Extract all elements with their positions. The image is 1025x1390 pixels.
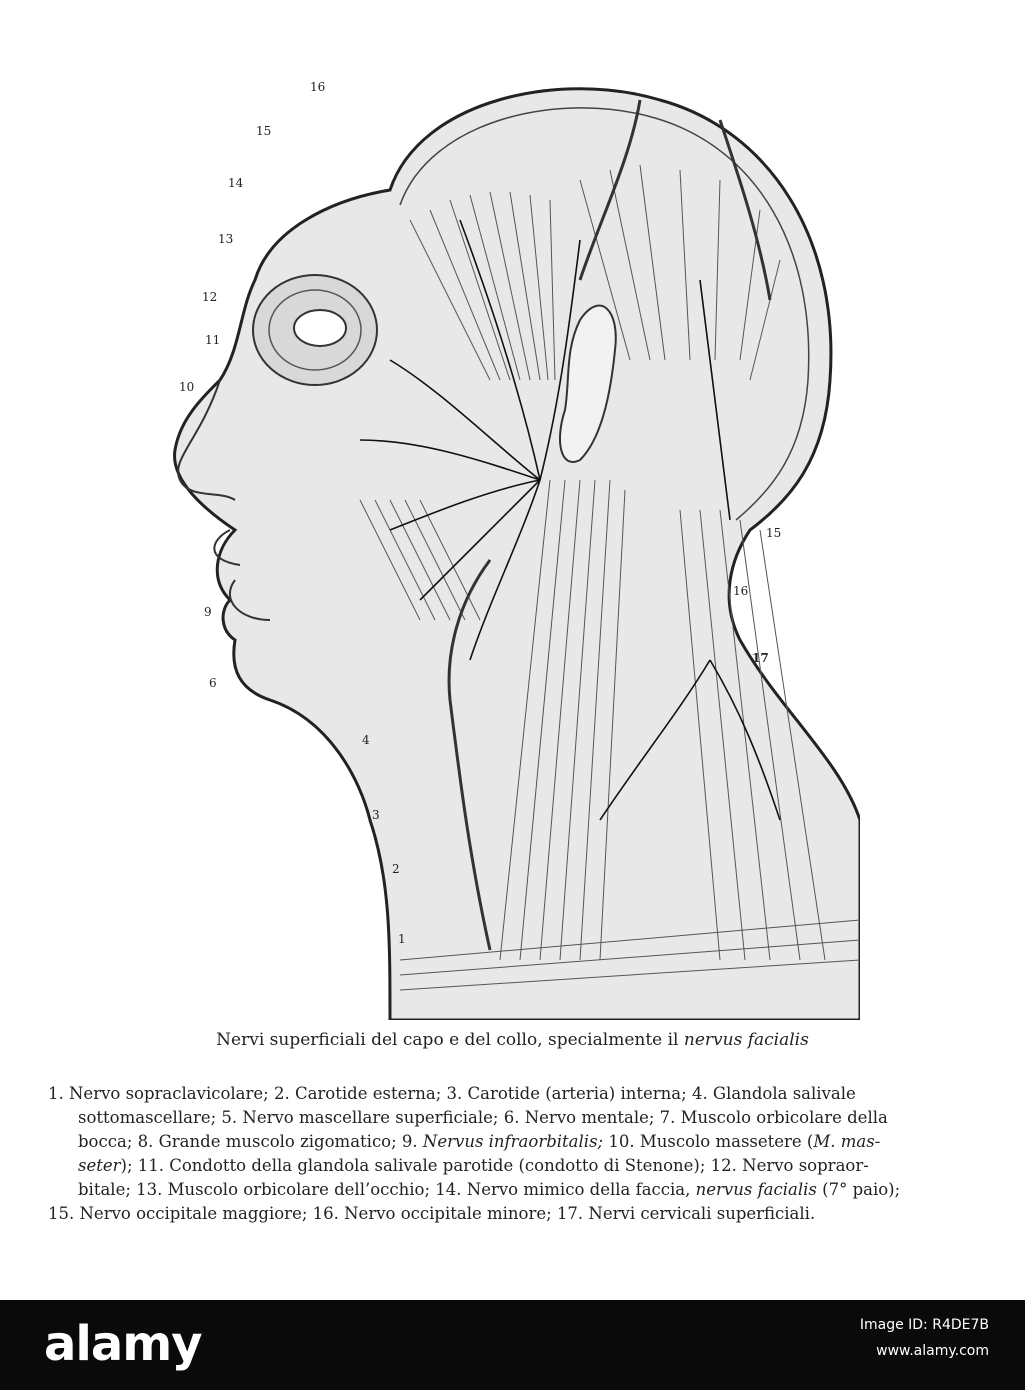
legend-line-4a: seter: [78, 1156, 121, 1175]
figure-label-11: 13: [218, 232, 234, 246]
figure-label-14: 16: [310, 80, 326, 94]
figure-label-12: 14: [228, 176, 244, 190]
legend-line-5c: (7° paio);: [816, 1180, 901, 1199]
figure-label-10: 12: [202, 290, 218, 304]
legend-line-4b: ); 11. Condotto della glandola salivale parotide (condotto di Stenone); 12. Nervo sopraor-: [120, 1156, 869, 1175]
stock-logo-text: alamy: [44, 1316, 202, 1372]
figure-label-3: 3: [372, 808, 380, 822]
legend-line-2: sottomascellare; 5. Nervo mascellare superficiale; 6. Nervo mentale; 7. Muscolo orbicolare della: [78, 1108, 888, 1127]
anatomical-illustration: [160, 60, 860, 1020]
legend-line-5: [48, 1178, 978, 1202]
legend-line-4: [48, 1154, 978, 1178]
legend-line-3: [48, 1130, 978, 1154]
stock-image-id: Image ID: R4DE7B: [859, 1317, 989, 1333]
head-neck-engraving: [160, 60, 860, 1020]
figure-label-17: 17: [752, 651, 769, 665]
legend-line-5b: nervus facialis: [695, 1180, 817, 1199]
figure-legend: [48, 1082, 978, 1226]
legend-line-3c: 10. Muscolo massetere (: [603, 1132, 814, 1151]
figure-label-15: 15: [766, 526, 782, 540]
figure-caption: [0, 1030, 1025, 1050]
legend-line-6: 15. Nervo occipitale maggiore; 16. Nervo occipitale minore; 17. Nervi cervicali superficiali.: [48, 1204, 816, 1223]
legend-line-5a: bitale; 13. Muscolo orbicolare dell’occhio; 14. Nervo mimico della faccia,: [78, 1180, 696, 1199]
caption-text: Nervi superficiali del capo e del collo, specialmente il: [216, 1030, 684, 1050]
figure-label-1: 1: [398, 932, 406, 946]
caption-italic: nervus facialis: [683, 1030, 809, 1050]
figure-label-16: 16: [733, 584, 749, 598]
figure-label-4: 4: [362, 733, 370, 747]
figure-label-6: 6: [209, 676, 217, 690]
legend-line-3a: bocca; 8. Grande muscolo zigomatico; 9.: [78, 1132, 423, 1151]
stock-site: www.alamy.com: [876, 1343, 989, 1359]
legend-line-3d: M. mas-: [813, 1132, 881, 1151]
figure-label-9: 11: [205, 333, 221, 347]
figure-label-13: 15: [256, 124, 272, 138]
legend-line-3b: Nervus infraorbitalis;: [422, 1132, 604, 1151]
stock-logo: [44, 1316, 202, 1372]
figure-label-8: 10: [179, 380, 195, 394]
legend-line-1: 1. Nervo sopraclavicolare; 2. Carotide esterna; 3. Carotide (arteria) interna; 4. Glandola salivale: [48, 1084, 856, 1103]
figure-label-7: 9: [204, 605, 212, 619]
figure-label-2: 2: [392, 862, 400, 876]
stock-info: [860, 1312, 989, 1364]
